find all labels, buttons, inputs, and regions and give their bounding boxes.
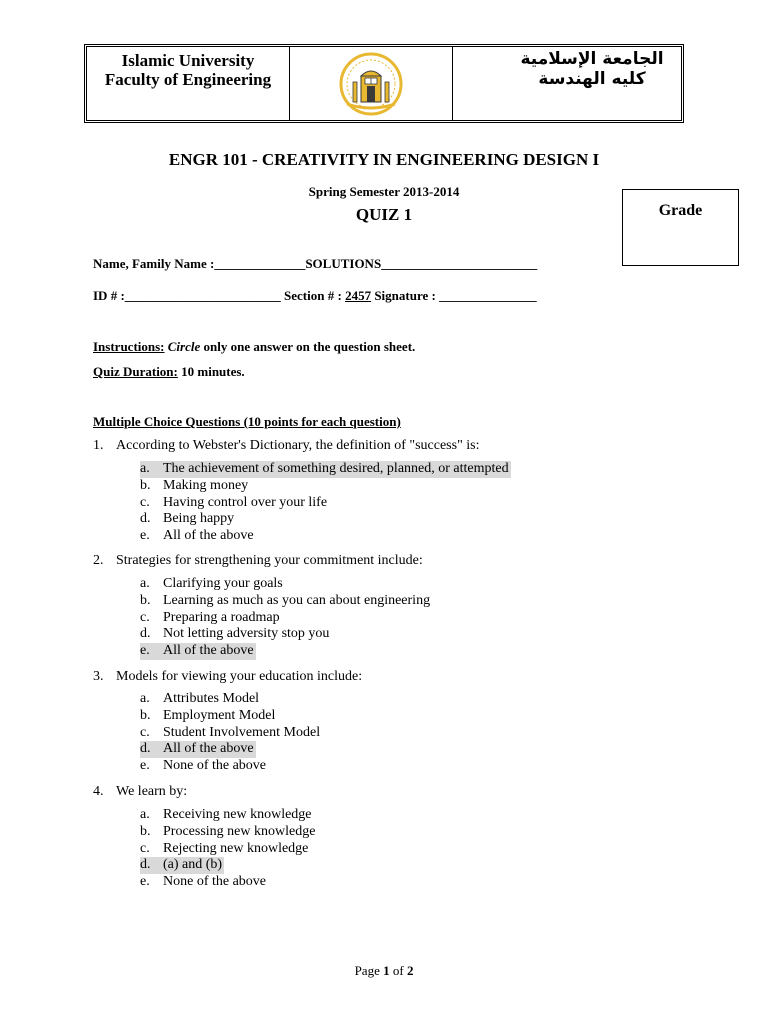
option-letter: e. xyxy=(140,758,150,774)
option-letter: a. xyxy=(140,461,150,476)
option-3e xyxy=(140,758,320,775)
quiz-duration xyxy=(93,364,245,380)
option-letter: b. xyxy=(140,707,151,723)
option-3b xyxy=(140,708,320,725)
header-logo-cell xyxy=(290,47,453,120)
page-current: 1 xyxy=(383,963,390,978)
page-label: Page xyxy=(354,963,384,978)
option-text: None of the above xyxy=(163,758,267,774)
instructions-text: only one answer on the question sheet. xyxy=(200,339,416,354)
instructions-label: Instructions: xyxy=(93,339,165,354)
question-text: Strategies for strengthening your commitment include: xyxy=(116,553,423,568)
name-value: SOLUTIONS xyxy=(305,256,382,271)
instructions xyxy=(93,339,415,355)
option-3a xyxy=(140,691,320,708)
name-label: Name, Family Name : xyxy=(93,256,215,271)
option-letter: a. xyxy=(140,576,150,591)
question-3 xyxy=(93,668,362,685)
option-text: Not letting adversity stop you xyxy=(163,626,330,642)
option-4e xyxy=(140,874,315,891)
mcq-heading: Multiple Choice Questions (10 points for each question) xyxy=(93,414,401,429)
option-4b xyxy=(140,824,315,841)
option-3c xyxy=(140,725,320,742)
option-text: All of the above xyxy=(163,643,254,659)
id-label: ID # : xyxy=(93,288,125,303)
faculty-name-ar: كليه الهندسة xyxy=(538,69,646,89)
option-2b xyxy=(140,593,430,610)
faculty-name-en: Faculty of Engineering xyxy=(104,70,272,89)
option-text: The achievement of something desired, planned, or attempted xyxy=(163,461,509,476)
signature-label: Signature : xyxy=(371,288,440,303)
option-3d xyxy=(140,741,256,758)
option-4a xyxy=(140,807,315,824)
option-letter: d. xyxy=(140,626,151,642)
section-value: 2457 xyxy=(345,288,372,303)
question-2 xyxy=(93,552,423,569)
question-4 xyxy=(93,783,187,800)
question-3-options xyxy=(140,691,320,775)
university-name-ar: الجامعة الإسلامية xyxy=(520,49,664,69)
option-letter: e. xyxy=(140,528,150,544)
id-blank: ________________________ xyxy=(124,288,281,303)
option-letter: c. xyxy=(140,724,150,740)
option-letter: d. xyxy=(140,857,151,873)
page-footer xyxy=(0,963,768,979)
duration-label: Quiz Duration: xyxy=(93,364,178,379)
option-letter: d. xyxy=(140,741,151,757)
university-seal-logo-icon xyxy=(339,52,403,116)
signature-blank: _______________ xyxy=(439,288,537,303)
header-table xyxy=(84,44,684,123)
option-text: Preparing a roadmap xyxy=(163,609,280,625)
option-text: None of the above xyxy=(163,874,267,890)
option-text: Student Involvement Model xyxy=(163,724,321,740)
option-text: Rejecting new knowledge xyxy=(163,840,309,856)
question-text: According to Webster's Dictionary, the definition of "success" is: xyxy=(116,438,480,453)
option-letter: c. xyxy=(140,494,150,510)
option-letter: d. xyxy=(140,511,151,527)
option-text: Attributes Model xyxy=(163,691,260,706)
option-letter: b. xyxy=(140,823,151,839)
grade-box xyxy=(622,189,739,266)
option-2a xyxy=(140,576,430,593)
header-arabic-cell xyxy=(453,47,681,120)
course-title: ENGR 101 - CREATIVITY IN ENGINEERING DESIGN I xyxy=(168,150,600,169)
page-total: 2 xyxy=(406,963,414,978)
question-1 xyxy=(93,437,480,454)
question-text: Models for viewing your education include: xyxy=(116,669,363,684)
option-1e xyxy=(140,528,511,545)
question-number: 4. xyxy=(93,784,104,799)
option-letter: a. xyxy=(140,807,150,822)
option-1b xyxy=(140,478,511,495)
option-text: Being happy xyxy=(163,511,235,527)
university-name-en: Islamic University xyxy=(121,51,255,70)
option-text: Receiving new knowledge xyxy=(163,807,312,822)
option-letter: a. xyxy=(140,691,150,706)
option-text: (a) and (b) xyxy=(163,857,223,873)
option-text: All of the above xyxy=(163,741,254,757)
option-2d xyxy=(140,626,430,643)
option-4d xyxy=(140,857,224,874)
id-field-line xyxy=(93,288,537,304)
option-text: Having control over your life xyxy=(163,494,328,510)
option-text: Processing new knowledge xyxy=(163,823,316,839)
section-label: Section # : xyxy=(284,288,346,303)
grade-label: Grade xyxy=(658,202,703,219)
instructions-emphasis: Circle xyxy=(167,339,201,354)
option-letter: c. xyxy=(140,609,150,625)
option-1c xyxy=(140,495,511,512)
option-text: Employment Model xyxy=(163,707,276,723)
option-text: Making money xyxy=(163,477,249,493)
quiz-title: QUIZ 1 xyxy=(355,205,413,224)
question-number: 2. xyxy=(93,553,104,568)
name-blank-post: ________________________ xyxy=(381,256,538,271)
option-text: Learning as much as you can about engineering xyxy=(163,592,431,608)
name-blank-pre: ______________ xyxy=(214,256,306,271)
option-letter: b. xyxy=(140,477,151,493)
header-english-cell xyxy=(87,47,290,120)
option-text: All of the above xyxy=(163,528,254,544)
question-number: 3. xyxy=(93,669,104,684)
option-4c xyxy=(140,841,315,858)
option-letter: e. xyxy=(140,874,150,890)
option-2e xyxy=(140,643,256,660)
page-of-label: of xyxy=(389,963,407,978)
question-number: 1. xyxy=(93,438,104,453)
question-4-options xyxy=(140,807,315,891)
option-2c xyxy=(140,610,430,627)
question-1-options xyxy=(140,461,511,545)
question-text: We learn by: xyxy=(116,784,188,799)
duration-text: 10 minutes. xyxy=(177,364,245,379)
option-1d xyxy=(140,511,511,528)
semester-label: Spring Semester 2013-2014 xyxy=(308,184,460,199)
option-letter: c. xyxy=(140,840,150,856)
option-text: Clarifying your goals xyxy=(163,576,283,591)
name-field-line xyxy=(93,256,537,272)
option-letter: e. xyxy=(140,643,150,659)
option-1a xyxy=(140,461,511,478)
question-2-options xyxy=(140,576,430,660)
option-letter: b. xyxy=(140,592,151,608)
